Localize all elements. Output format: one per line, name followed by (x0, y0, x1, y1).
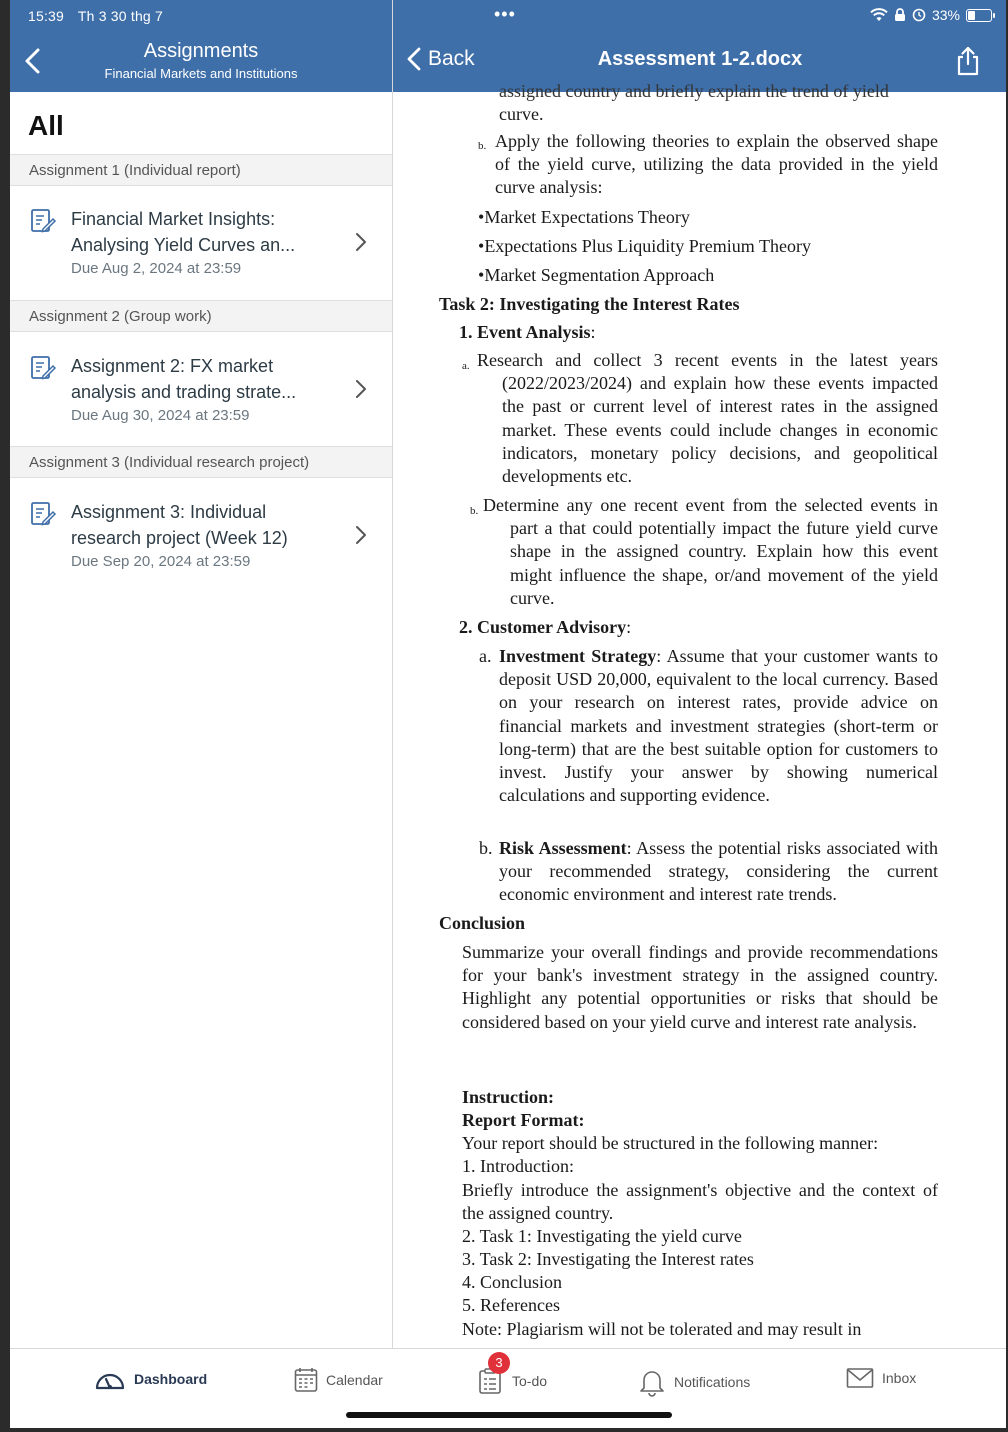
doc-inv-marker: a. (479, 646, 492, 666)
envelope-icon (846, 1367, 874, 1389)
chevron-right-icon (354, 379, 368, 399)
tab-dashboard-label: Dashboard (134, 1371, 208, 1387)
doc-conclusion-text: Summarize your overall findings and provide recommendations for your bank's investment strategy in the assigned country. Highlight any potential opportunities or risks that should be considered based on your yield curve and interest rate analysis. (462, 942, 938, 1032)
tab-notifications-label: Notifications (674, 1374, 751, 1390)
doc-report-line-1: Your report should be structured in the following manner: (462, 1133, 879, 1153)
battery-fill (968, 11, 975, 20)
status-time: 15:39 (28, 8, 65, 24)
doc-curve-line: curve. (499, 104, 544, 124)
status-left (28, 8, 173, 24)
doc-clipped-line: assigned country and briefly explain the trend of yield (499, 81, 889, 101)
doc-instruction-heading: Instruction: (462, 1087, 555, 1107)
tab-dashboard[interactable] (94, 1367, 207, 1391)
group-header-1: Assignment 1 (Individual report) (10, 154, 392, 186)
doc-report-list-3: 4. Conclusion (462, 1272, 563, 1292)
assignment-icon (30, 208, 56, 234)
doc-intro-text: Briefly introduce the assignment's objective and the context of the assigned country. (462, 1180, 938, 1224)
doc-report-format-heading: Report Format: (462, 1110, 585, 1130)
assignment-item-2[interactable] (10, 333, 392, 445)
doc-back-label: Back (428, 47, 475, 70)
doc-risk-marker: b. (479, 838, 493, 858)
doc-report-list-2: 3. Task 2: Investigating the Interest rates (462, 1249, 754, 1269)
battery-percent: 33% (931, 7, 960, 23)
doc-advisory-heading: 2. Customer Advisory: (459, 617, 632, 637)
home-indicator[interactable] (346, 1412, 672, 1418)
tab-todo[interactable] (478, 1367, 547, 1395)
doc-event-b: Determine any one recent event from the selected events in part a that could potentially impact the future yield curve shape in the assigned country. Explain how this event might influence the shape, or/and movement of the yield curve. (483, 495, 938, 608)
assignment-name-line1: Financial Market Insights: (71, 209, 276, 229)
doc-event-b-marker: b. (470, 505, 479, 517)
bell-icon (638, 1367, 666, 1397)
doc-report-list-1: 2. Task 1: Investigating the yield curve (462, 1226, 742, 1246)
assignment-name (71, 353, 341, 405)
assignment-name-line1: Assignment 3: Individual (71, 502, 267, 522)
assignment-due: Due Aug 30, 2024 at 23:59 (71, 407, 250, 424)
app-frame (10, 0, 1006, 1428)
assignment-name-line1: Assignment 2: FX market (71, 356, 274, 376)
doc-b-marker: b. (478, 140, 487, 152)
assignment-list-pane (10, 92, 392, 1348)
tab-notifications[interactable] (638, 1367, 750, 1397)
assignment-name-line2: Analysing Yield Curves an... (71, 235, 296, 255)
assignment-due: Due Sep 20, 2024 at 23:59 (71, 553, 251, 570)
course-subtitle: Financial Markets and Institutions (104, 66, 298, 81)
doc-bullet-1: •Market Expectations Theory (478, 207, 690, 227)
status-date: Th 3 30 thg 7 (77, 8, 163, 24)
assignment-name-line2: research project (Week 12) (71, 528, 288, 548)
doc-risk-assessment: Risk Assessment: Assess the potential risks associated with your recommended strategy, considering the current economic environment and interest rate trends. (499, 838, 938, 905)
assignment-icon (30, 501, 56, 527)
chevron-right-icon (354, 525, 368, 545)
back-chevron-icon[interactable] (18, 44, 48, 78)
lock-rotation-icon (894, 8, 906, 22)
group-header-3: Assignment 3 (Individual research project) (10, 446, 392, 478)
group-header-2: Assignment 2 (Group work) (10, 300, 392, 332)
doc-bullet-3: •Market Segmentation Approach (478, 265, 715, 285)
calendar-icon (294, 1367, 318, 1393)
assignment-due: Due Aug 2, 2024 at 23:59 (71, 260, 242, 277)
assignment-name-line2: analysis and trading strate... (71, 382, 297, 402)
dashboard-icon (94, 1367, 126, 1391)
assignment-name (71, 206, 341, 258)
tab-todo-label: To-do (512, 1373, 548, 1389)
status-right (870, 7, 992, 23)
chevron-right-icon (354, 232, 368, 252)
doc-conclusion-heading: Conclusion (439, 913, 526, 933)
chevron-left-icon (406, 46, 422, 72)
assignments-title: Assignments (143, 40, 259, 62)
tab-calendar-label: Calendar (326, 1372, 383, 1388)
doc-task2-heading: Task 2: Investigating the Interest Rates (439, 294, 740, 314)
share-icon[interactable] (954, 46, 982, 76)
top-bar (10, 0, 1006, 92)
assignment-icon (30, 355, 56, 381)
doc-event-a: Research and collect 3 recent events in the latest years (2022/2023/2024) and explain how these events impacted the past or current level of interest rates in the assigned market. These events could include changes in economic indicators, monetary policy decisions, and geopolitical developments etc. (477, 350, 938, 487)
assignment-item-3[interactable] (10, 479, 392, 591)
doc-theories-intro: Apply the following theories to explain the observed shape of the yield curve, utilizing the data provided in the yield curve analysis: (495, 131, 938, 198)
wifi-icon (870, 8, 888, 22)
doc-note-line: Note: Plagiarism will not be tolerated and may result in (462, 1319, 862, 1339)
doc-investment-strategy: Investment Strategy: Assume that your customer wants to deposit USD 20,000, equivalent to the local currency. Based on your research on interest rates, provide advice on financial markets and investment strategies (short-term or long-term) that are the best suitable option for customers to invest. Justify your answer by showing numerical calculations and supporting evidence. (499, 646, 938, 806)
assignment-name (71, 499, 341, 551)
multitasking-dots[interactable]: ••• (494, 4, 516, 24)
doc-back-button[interactable] (406, 46, 475, 72)
alarm-icon (912, 8, 926, 22)
battery-icon (966, 9, 992, 22)
document-viewer[interactable] (393, 81, 1006, 1348)
doc-report-line-2: 1. Introduction: (462, 1156, 574, 1176)
assignment-item-1[interactable] (10, 186, 392, 298)
doc-event-heading: 1. Event Analysis: (459, 322, 596, 342)
tab-inbox-label: Inbox (882, 1370, 917, 1386)
document-title: Assessment 1-2.docx (597, 48, 803, 70)
tab-calendar[interactable] (294, 1367, 383, 1393)
doc-report-list-4: 5. References (462, 1295, 560, 1315)
filter-heading: All (28, 110, 64, 141)
doc-bullet-2: •Expectations Plus Liquidity Premium Theory (478, 236, 811, 256)
doc-event-a-marker: a. (462, 360, 470, 372)
tab-inbox[interactable] (846, 1367, 916, 1389)
todo-badge: 3 (488, 1352, 510, 1374)
